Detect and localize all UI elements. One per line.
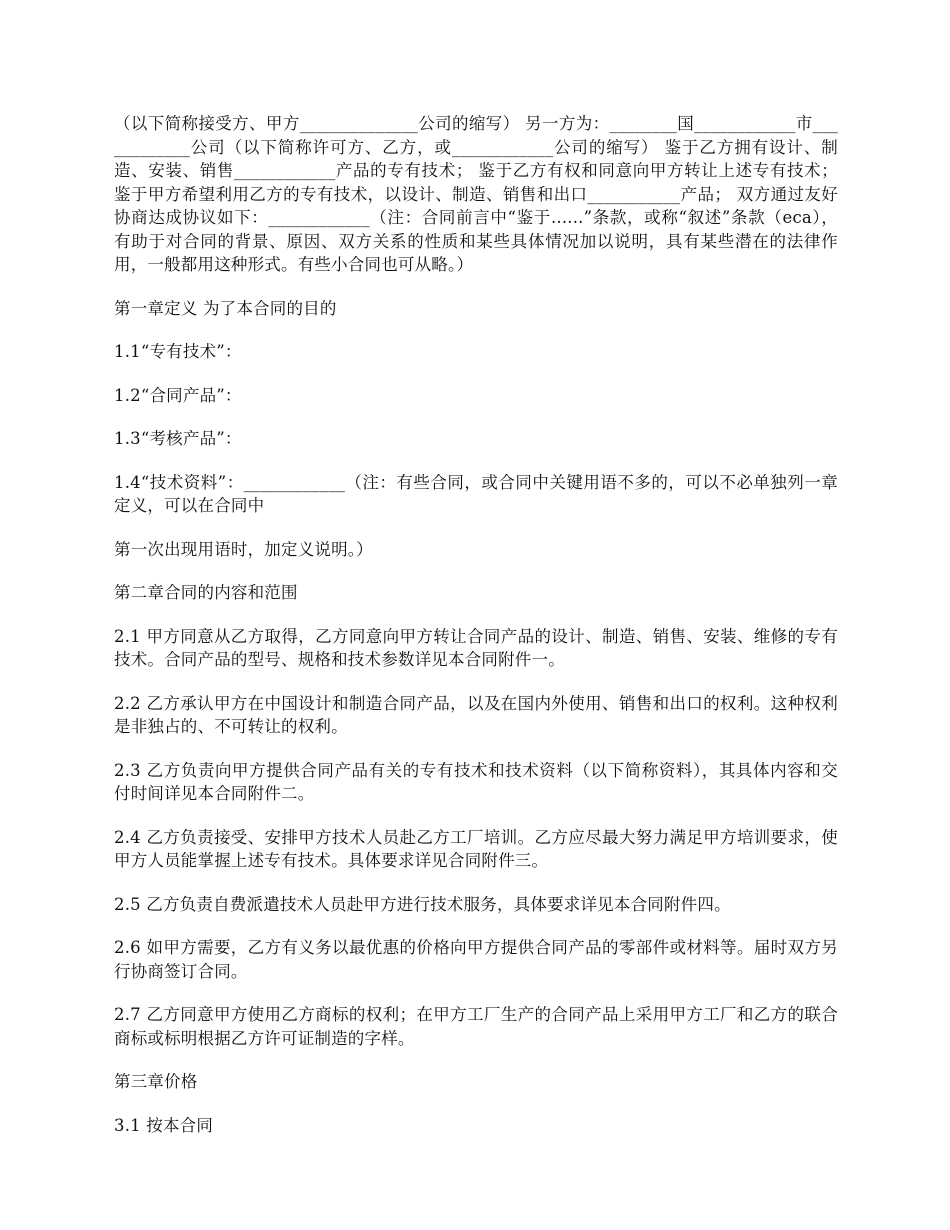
definition-note-continuation: 第一次出现用语时，加定义说明。） (114, 539, 373, 559)
clause-3-1: 3.1 按本合同 (114, 1115, 214, 1135)
clause-2-5: 2.5 乙方负责自费派遣技术人员赴甲方进行技术服务，具体要求详见本合同附件四。 (114, 894, 731, 914)
clause-2-7: 2.7 乙方同意甲方使用乙方商标的权利；在甲方工厂生产的合同产品上采用甲方工厂和乙方的联合商标或标明根据乙方许可证制造的字样。 (114, 1005, 838, 1048)
chapter-2-heading: 第二章合同的内容和范围 (114, 583, 298, 602)
clause-2-4: 2.4 乙方负责接受、安排甲方技术人员赴乙方工厂培训。乙方应尽最大努力满足甲方培训要求，使甲方人员能掌握上述专有技术。具体要求详见合同附件三。 (114, 827, 838, 870)
definition-1-2: 1.2“合同产品”： (114, 385, 242, 405)
definition-1-1: 1.1“专有技术”： (114, 342, 242, 361)
chapter-1-heading: 第一章定义 为了本合同的目的 (114, 298, 337, 318)
preamble-paragraph: （以下简称接受方、甲方______________公司的缩写） 另一方为：________国____________市____________公司（以下简称许可方、乙方，或____________公司的缩写） 鉴于乙方拥有设计、制造、安装、销售____________产品的专有技术； 鉴于乙方有权和同意向甲方转让上述专有技术； 鉴于甲方希望利用乙方的专有技术，以设计、制造、销售和出口___________产品； 双方通过友好协商达成协议如下：____________（注：合同前言中“鉴于......”条款，或称“叙述”条款（eca），有助于对合同的背景、原因、双方关系的性质和某些具体情况加以说明，具有某些潜在的法律作用，一般都用这种形式。有些小合同也可从略。） (114, 114, 838, 274)
clause-2-6: 2.6 如甲方需要，乙方有义务以最优惠的价格向甲方提供合同产品的零部件或材料等。届时双方另行协商签订合同。 (114, 938, 838, 981)
definition-1-3: 1.3“考核产品”： (114, 429, 242, 448)
clause-2-2: 2.2 乙方承认甲方在中国设计和制造合同产品，以及在国内外使用、销售和出口的权利。这种权利是非独占的、不可转让的权利。 (114, 693, 838, 736)
document-page (114, 112, 838, 1157)
definition-1-4: 1.4“技术资料”：____________（注：有些合同，或合同中关键用语不多的，可以不必单独列一章定义，可以在合同中 (114, 472, 838, 515)
chapter-3-heading: 第三章价格 (114, 1072, 198, 1091)
clause-2-1: 2.1 甲方同意从乙方取得，乙方同意向甲方转让合同产品的设计、制造、销售、安装、维修的专有技术。合同产品的型号、规格和技术参数详见本合同附件一。 (114, 626, 838, 669)
clause-2-3: 2.3 乙方负责向甲方提供合同产品有关的专有技术和技术资料（以下简称资料），其具体内容和交付时间详见本合同附件二。 (114, 760, 838, 803)
